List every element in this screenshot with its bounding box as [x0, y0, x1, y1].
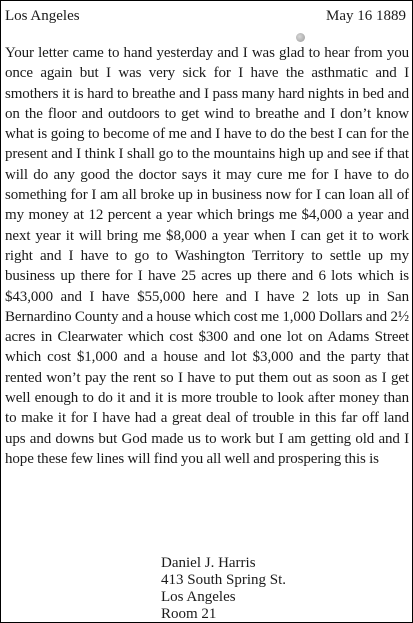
signature-room: Room 21 — [161, 606, 217, 622]
letter-body: Your letter came to hand yesterday and I was glad to hear from you once again but I was very sick for I have the asthmatic and I smothers it is hard to breathe and I pass many hard nights in bed and on the floor and outdoors to get wind to breathe and I don’t know what is going to become of me and I have to do the best I can for the present and I think I shall go to the mountains high up and see if that will do any good the doctor says it may cure me for I have to do something for I am all broke up in business now for I can loan all of my money at 12 percent a year which brings me $4,000 a year and next year it will bring me $8,000 a year when I can get it to work right and I have to go to Washington Territory to settle up my business up there for I have 25 acres up there and 6 lots which is $43,000 and I have $55,000 here and I have 2 lots up in San Bernardino County and a house which cost me 1,000 Dollars and 2½ acres in Clearwater which cost $300 and one lot on Adams Street which cost $1,000 and a house and lot $3,000 and the party that rented won’t pay the rent so I have to put them out as soon as I get well enough to do it and it is more trouble to look after money than to make it for I have had a great deal of trouble in this far off land ups and downs but God made us to work but I am getting old and I hope these few lines will find you all well and prospering this is — [5, 45, 409, 467]
letter-date: May 16 1889 — [326, 8, 406, 24]
letter-document — [5, 7, 409, 469]
signature-block — [161, 555, 286, 623]
signature-name: Daniel J. Harris — [161, 555, 256, 571]
letter-header — [5, 7, 409, 25]
signature-city: Los Angeles — [161, 589, 236, 605]
letter-place: Los Angeles — [5, 8, 80, 24]
signature-address: 413 South Spring St. — [161, 572, 287, 588]
